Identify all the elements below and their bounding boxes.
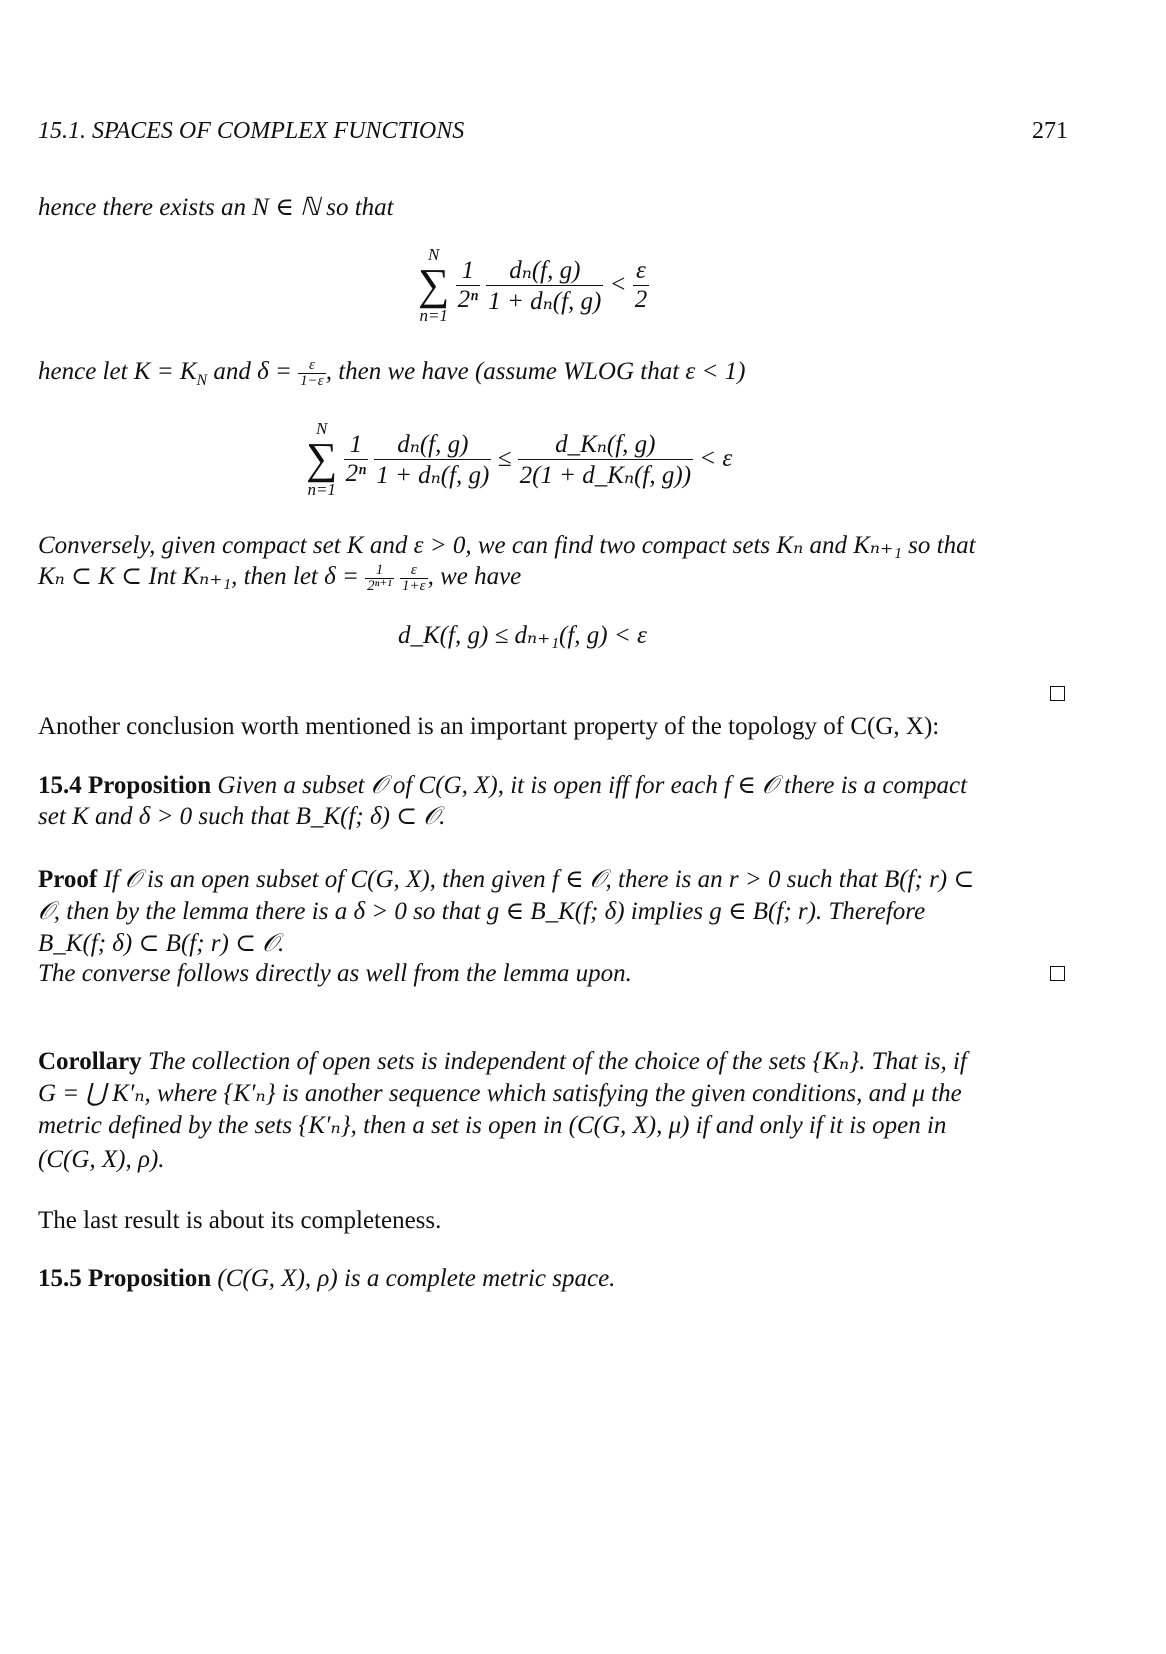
summation-symbol: N ∑ n=1	[306, 419, 338, 499]
fraction-delta: $\frac{\varepsilon}{1-\varepsilon}$	[300, 356, 324, 389]
corollary-line-1: Corollary The collection of open sets is independent of the choice of the sets {Kₙ}. That is, if	[38, 1048, 967, 1075]
proposition-15-4-cont: set K and δ > 0 such that B_K(f; δ) ⊂ 𝒪.	[38, 803, 446, 830]
fraction-one-over-power: $\frac{1}{\text{2ⁿ⁺¹}}$	[367, 561, 392, 594]
equation-sum-estimate: N ∑ n=1 $\frac{1}{\text{2ⁿ}}$ $\frac{\text{dₙ(f, g)}}{\text{1 + dₙ(f, g)}}$ ≤ $\frac{\text{d\_Kₙ(f, g)}}{\text{2(1 + d\_Kₙ(f, g))}}$ < ε	[306, 419, 733, 499]
text-another-conclusion: Another conclusion worth mentioned is an important property of the topology of C(G, X):	[38, 713, 940, 740]
proof-line-2: 𝒪, then by the lemma there is a δ > 0 so that g ∈ B_K(f; δ) implies g ∈ B(f; r). Therefore	[38, 898, 926, 925]
page-header	[38, 118, 1068, 150]
summation-symbol: N ∑ n=1	[418, 245, 450, 325]
equation-sum-bound: N ∑ n=1 $\frac{1}{\text{2ⁿ}}$ $\frac{\text{dₙ(f, g)}}{\text{1 + dₙ(f, g)}}$ < $\frac{\varepsilon}{2}$	[418, 245, 648, 325]
proof-line-4: The converse follows directly as well from the lemma upon.	[38, 960, 632, 987]
corollary-line-4: (C(G, X), ρ).	[38, 1146, 165, 1173]
fraction-epsilon-half: $\frac{\varepsilon}{2}$	[634, 256, 648, 313]
corollary-line-3: metric defined by the sets {K′ₙ}, then a set is open in (C(G, X), μ) if and only if it is open in	[38, 1112, 947, 1139]
text-line-exists-n: hence there exists an N ∈ ℕ so that	[38, 194, 394, 221]
fraction-dk: $\frac{\text{d\_Kₙ(f, g)}}{\text{2(1 + d\_Kₙ(f, g))}}$	[519, 430, 692, 489]
fraction-one-over-power: $\frac{1}{\text{2ⁿ}}$	[345, 430, 366, 487]
fraction-epsilon: $\frac{\varepsilon}{1+\varepsilon}$	[402, 561, 426, 594]
text-line-let-k: hence let $K = K_N$ and δ = $\frac{\varepsilon}{1-\varepsilon}$ , then we have (assume WLOG that ε < 1)	[38, 356, 746, 389]
qed-symbol	[1050, 686, 1065, 701]
proof-line-3: B_K(f; δ) ⊂ B(f; r) ⊂ 𝒪.	[38, 930, 285, 957]
proof-line-1: Proof If 𝒪 is an open subset of C(G, X), then given f ∈ 𝒪, there is an r > 0 such that B(f; r) ⊂	[38, 866, 975, 893]
corollary-label: Corollary	[38, 1048, 142, 1075]
proof-label: Proof	[38, 866, 98, 893]
text-last-result: The last result is about its completeness.	[38, 1207, 442, 1234]
fraction-one-over-power: $\frac{1}{\text{2ⁿ}}$	[457, 256, 478, 313]
proposition-15-4: 15.4 Proposition Given a subset 𝒪 of C(G, X), it is open iff for each f ∈ 𝒪 there is a compact	[38, 772, 968, 799]
page-number: 271	[1032, 118, 1068, 144]
proposition-label: 15.4 Proposition	[38, 772, 212, 799]
equation-dk-bound: d_K(f, g) ≤ dₙ₊₁(f, g) < ε	[398, 622, 647, 649]
proposition-label: 15.5 Proposition	[38, 1265, 212, 1292]
fraction-metric: $\frac{\text{dₙ(f, g)}}{\text{1 + dₙ(f, g)}}$	[488, 256, 602, 315]
corollary-line-2: G = ⋃ K′ₙ, where {K′ₙ} is another sequence which satisfying the given conditions, and μ the	[38, 1080, 962, 1107]
text-conversely-cont: Kₙ ⊂ K ⊂ Int Kₙ₊₁, then let δ = $\frac{1}{\text{2ⁿ⁺¹}}$ $\frac{\varepsilon}{1+\varepsilon}$ , we have	[38, 561, 522, 594]
qed-symbol	[1050, 966, 1065, 981]
text-conversely: Conversely, given compact set K and ε > 0, we can find two compact sets Kₙ and Kₙ₊₁ so that	[38, 532, 976, 559]
proposition-15-5: 15.5 Proposition (C(G, X), ρ) is a complete metric space.	[38, 1265, 616, 1292]
running-title: 15.1. SPACES OF COMPLEX FUNCTIONS	[38, 118, 465, 144]
fraction-metric: $\frac{\text{dₙ(f, g)}}{\text{1 + dₙ(f, g)}}$	[376, 430, 490, 489]
